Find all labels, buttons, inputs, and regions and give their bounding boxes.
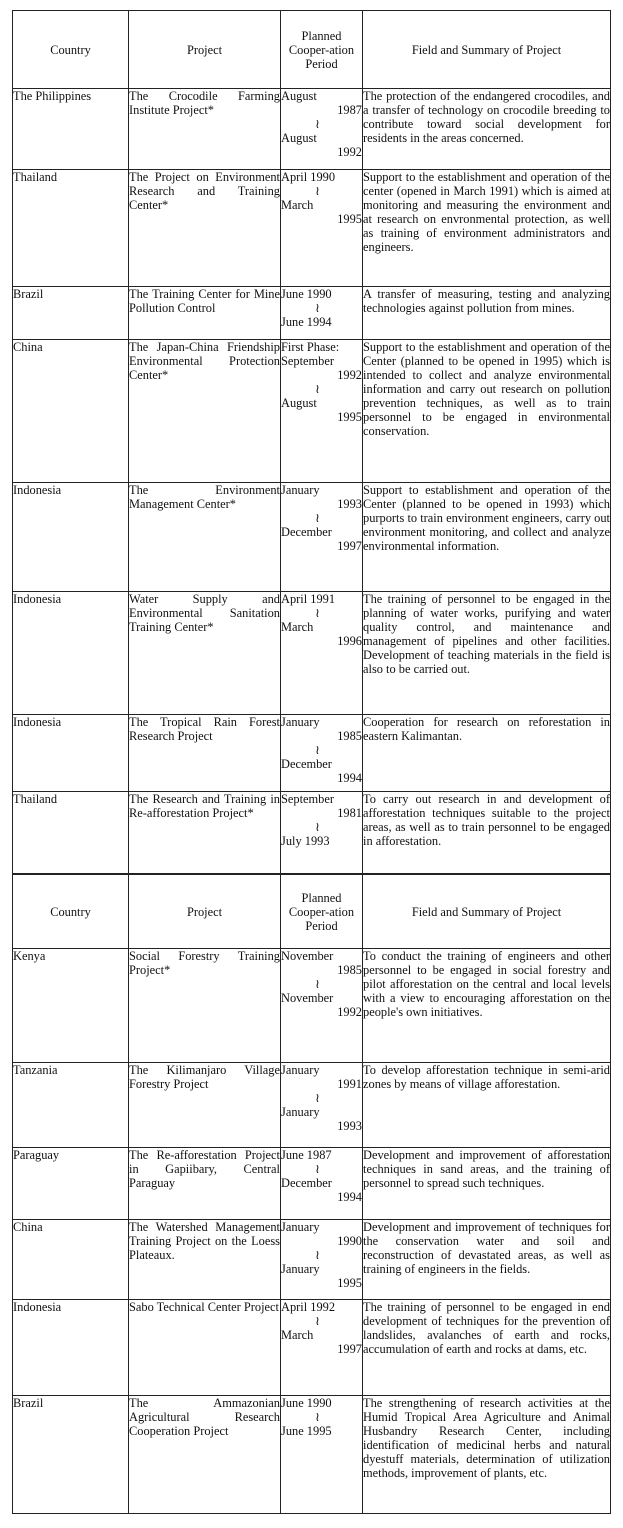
period-range-mark: ≀ <box>315 1162 320 1176</box>
country-cell: Indonesia <box>13 715 129 792</box>
project-cell: The Crocodile Farming Institute Project* <box>129 89 281 170</box>
table-header-row <box>13 875 611 949</box>
period-cell <box>281 287 363 340</box>
project-cell: The Project on Environment Research and Training Center* <box>129 170 281 287</box>
period-line: January <box>281 1105 320 1119</box>
table-row <box>13 287 611 340</box>
header-period: Planned Cooper-ation Period <box>281 875 363 949</box>
period-line: September <box>281 354 334 368</box>
header-project: Project <box>129 875 281 949</box>
period-line: 1994 <box>337 771 362 785</box>
period-range-mark: ≀ <box>315 511 320 525</box>
period-range-mark: ≀ <box>315 1091 320 1105</box>
summary-cell: To develop afforestation technique in semi-arid zones by means of village afforestation. <box>363 1063 611 1148</box>
period-range-mark: ≀ <box>315 382 320 396</box>
period-line: 1994 <box>337 1190 362 1204</box>
period-line: April 1990 <box>281 170 336 184</box>
project-table-2 <box>12 874 611 1514</box>
period-line: 1995 <box>337 410 362 424</box>
table-row <box>13 170 611 287</box>
project-cell: Water Supply and Environmental Sanitation Training Center* <box>129 592 281 715</box>
header-country: Country <box>13 875 129 949</box>
period-cell <box>281 483 363 592</box>
period-cell <box>281 170 363 287</box>
summary-cell: Cooperation for research on reforestation in eastern Kalimantan. <box>363 715 611 792</box>
summary-cell: Support to establishment and operation of the Center (planned to be opened in 1993) which purports to train environment engineers, carry out environment monitoring, and collect and analyze environmental information. <box>363 483 611 592</box>
period-range-mark: ≀ <box>315 1410 320 1424</box>
summary-cell: Development and improvement of techniques for the conservation water and soil and reconstruction of devastated areas, as well as training of engineers in the fields. <box>363 1220 611 1300</box>
country-cell: The Philippines <box>13 89 129 170</box>
period-line: First Phase: <box>281 340 340 354</box>
table-header-row <box>13 11 611 89</box>
period-cell <box>281 1148 363 1220</box>
period-line: July 1993 <box>281 834 330 848</box>
period-line: 1987 <box>337 103 362 117</box>
header-country: Country <box>13 11 129 89</box>
project-cell: The Training Center for Mine Pollution Control <box>129 287 281 340</box>
table-row <box>13 1300 611 1396</box>
header-period: Planned Cooper-ation Period <box>281 11 363 89</box>
table-row <box>13 1063 611 1148</box>
project-cell: The Tropical Rain Forest Research Project <box>129 715 281 792</box>
period-range-mark: ≀ <box>315 117 320 131</box>
country-cell: Paraguay <box>13 1148 129 1220</box>
period-line: June 1990 <box>281 287 332 301</box>
period-line: March <box>281 1328 314 1342</box>
period-line: 1992 <box>337 1005 362 1019</box>
country-cell: Indonesia <box>13 1300 129 1396</box>
project-table-1 <box>12 10 611 874</box>
project-cell: The Japan-China Friendship Environmental Protection Center* <box>129 340 281 483</box>
period-line: January <box>281 1220 320 1234</box>
period-range-mark: ≀ <box>315 1248 320 1262</box>
period-line: June 1987 <box>281 1148 332 1162</box>
project-cell: The Kilimanjaro Village Forestry Project <box>129 1063 281 1148</box>
summary-cell: To carry out research in and development of afforestation techniques suitable to the project areas, as well as to train personnel to be engaged in afforestation. <box>363 792 611 874</box>
project-cell: Sabo Technical Center Project <box>129 1300 281 1396</box>
period-line: June 1990 <box>281 1396 332 1410</box>
period-cell <box>281 89 363 170</box>
project-cell: Social Forestry Training Project* <box>129 949 281 1063</box>
table-row <box>13 340 611 483</box>
country-cell: Brazil <box>13 287 129 340</box>
project-cell: The Re-afforestation Project in Gapiibary, Central Paraguay <box>129 1148 281 1220</box>
period-line: August <box>281 89 317 103</box>
period-line: April 1991 <box>281 592 336 606</box>
period-line: January <box>281 483 320 497</box>
period-line: 1985 <box>337 963 362 977</box>
table-row <box>13 1396 611 1514</box>
period-cell <box>281 715 363 792</box>
period-line: 1992 <box>337 368 362 382</box>
table-row <box>13 715 611 792</box>
period-line: January <box>281 715 320 729</box>
period-range-mark: ≀ <box>315 1314 320 1328</box>
period-line: 1997 <box>337 1342 362 1356</box>
period-line: 1995 <box>337 212 362 226</box>
period-line: June 1995 <box>281 1424 332 1438</box>
period-range-mark: ≀ <box>315 743 320 757</box>
header-summary: Field and Summary of Project <box>363 875 611 949</box>
period-line: December <box>281 1176 332 1190</box>
period-range-mark: ≀ <box>315 184 320 198</box>
project-cell: The Ammazonian Agricultural Research Cooperation Project <box>129 1396 281 1514</box>
period-line: 1981 <box>337 806 362 820</box>
header-project: Project <box>129 11 281 89</box>
period-line: 1993 <box>337 497 362 511</box>
summary-cell: The training of personnel to be engaged in the planning of water works, purifying and water quality control, and maintenance and management of pipelines and other facilities. Development of teaching materials in the field is also to be carried out. <box>363 592 611 715</box>
table-row <box>13 592 611 715</box>
period-cell <box>281 1300 363 1396</box>
period-line: January <box>281 1063 320 1077</box>
summary-cell: The training of personnel to be engaged in end development of techniques for the prevention of landslides, avalanches of earth and rocks, accumulation of earth and rocks at dams, etc. <box>363 1300 611 1396</box>
header-summary: Field and Summary of Project <box>363 11 611 89</box>
period-line: April 1992 <box>281 1300 336 1314</box>
period-line: January <box>281 1262 320 1276</box>
period-line: 1996 <box>337 634 362 648</box>
country-cell: China <box>13 340 129 483</box>
period-cell <box>281 949 363 1063</box>
summary-cell: Support to the establishment and operation of the Center (planned to be opened in 1995) which is intended to collect and analyze environmental information and carry out research on pollution prevention techniques, as well as to train personnel to be engaged in environmental conservation. <box>363 340 611 483</box>
table-row <box>13 1148 611 1220</box>
period-range-mark: ≀ <box>315 606 320 620</box>
period-line: 1985 <box>337 729 362 743</box>
table-row <box>13 949 611 1063</box>
summary-cell: The strengthening of research activities at the Humid Tropical Area Agriculture and Animal Husbandry Research Center, including identification of medicinal herbs and natural dyestuff materials, determination of utilization methods, improvement of plants, etc. <box>363 1396 611 1514</box>
table-row <box>13 792 611 874</box>
country-cell: Kenya <box>13 949 129 1063</box>
period-line: 1995 <box>337 1276 362 1290</box>
table-row <box>13 89 611 170</box>
period-range-mark: ≀ <box>315 820 320 834</box>
period-line: November <box>281 949 334 963</box>
period-cell <box>281 792 363 874</box>
period-line: 1997 <box>337 539 362 553</box>
period-line: 1993 <box>337 1119 362 1133</box>
period-cell <box>281 1063 363 1148</box>
country-cell: China <box>13 1220 129 1300</box>
table-row <box>13 483 611 592</box>
period-cell <box>281 592 363 715</box>
country-cell: Thailand <box>13 170 129 287</box>
period-range-mark: ≀ <box>315 301 320 315</box>
period-line: December <box>281 525 332 539</box>
summary-cell: To conduct the training of engineers and other personnel to be engaged in social forestry and pilot afforestation on the central and local levels with a view to encouraging afforestation on the people's own initiatives. <box>363 949 611 1063</box>
country-cell: Indonesia <box>13 483 129 592</box>
country-cell: Brazil <box>13 1396 129 1514</box>
summary-cell: Development and improvement of afforestation techniques in sand areas, and the training of personnel to spread such techniques. <box>363 1148 611 1220</box>
period-line: August <box>281 396 317 410</box>
period-range-mark: ≀ <box>315 977 320 991</box>
project-cell: The Environment Management Center* <box>129 483 281 592</box>
country-cell: Tanzania <box>13 1063 129 1148</box>
summary-cell: A transfer of measuring, testing and analyzing technologies against pollution from mines. <box>363 287 611 340</box>
period-line: 1992 <box>337 145 362 159</box>
country-cell: Thailand <box>13 792 129 874</box>
summary-cell: Support to the establishment and operation of the center (opened in March 1991) which is aimed at monitoring and measuring the environment and at research on envronmental protection, as well as training of environment administrators and engineers. <box>363 170 611 287</box>
country-cell: Indonesia <box>13 592 129 715</box>
period-line: September <box>281 792 334 806</box>
period-line: August <box>281 131 317 145</box>
table-row <box>13 1220 611 1300</box>
summary-cell: The protection of the endangered crocodiles, and a transfer of technology on crocodile breeding to contribute toward social development for residents in the areas concerned. <box>363 89 611 170</box>
project-cell: The Watershed Management Training Project on the Loess Plateaux. <box>129 1220 281 1300</box>
period-cell <box>281 340 363 483</box>
period-line: December <box>281 757 332 771</box>
project-cell: The Research and Training in Re-afforestation Project* <box>129 792 281 874</box>
period-line: 1990 <box>337 1234 362 1248</box>
period-cell <box>281 1220 363 1300</box>
period-line: 1991 <box>337 1077 362 1091</box>
period-line: March <box>281 620 314 634</box>
period-line: June 1994 <box>281 315 332 329</box>
period-line: November <box>281 991 334 1005</box>
period-cell <box>281 1396 363 1514</box>
period-line: March <box>281 198 314 212</box>
